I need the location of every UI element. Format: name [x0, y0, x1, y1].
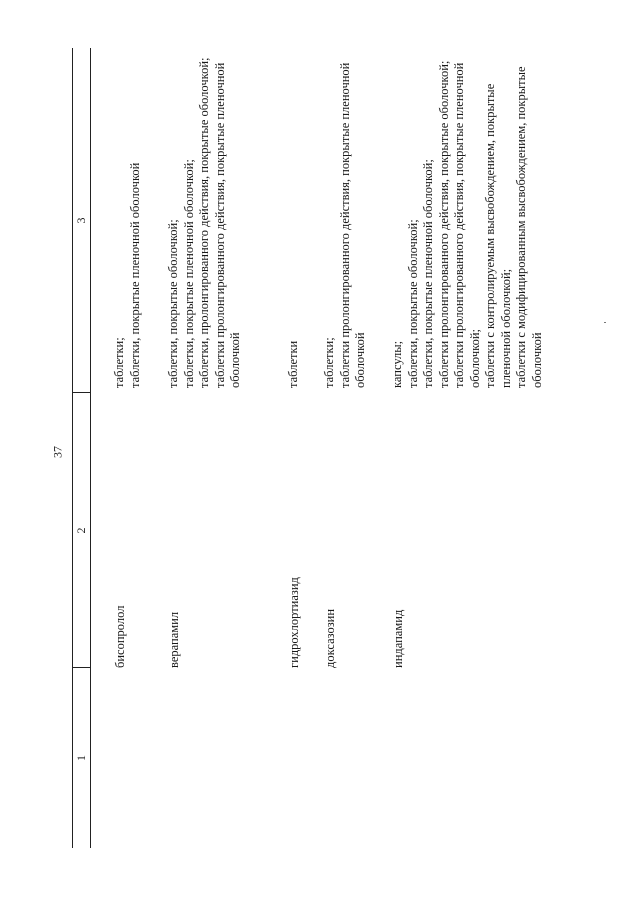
drug-name: индапамид — [391, 609, 405, 668]
column-number-1: 1 — [74, 755, 88, 761]
dosage-form-item: таблетки пролонгированного действия, покрытые оболочкой; — [436, 60, 451, 388]
dosage-form-item: таблетки, покрытые пленочной оболочкой — [127, 162, 142, 388]
drug-name: доксазозин — [323, 608, 337, 668]
dosage-form-item: таблетки, покрытые пленочной оболочкой; — [421, 159, 435, 388]
page-number: 37 — [50, 446, 65, 458]
dosage-form-item: таблетки; — [112, 337, 126, 388]
dosage-forms — [390, 48, 545, 388]
drug-name: гидрохлортиазид — [287, 577, 301, 668]
dosage-form-item: таблетки, покрытые оболочкой; — [166, 219, 180, 388]
dosage-form-item: таблетки пролонгированного действия, покрытые пленочной оболочкой — [337, 62, 367, 388]
drug-table — [72, 48, 572, 848]
dosage-form-item: таблетки с модифицированным высвобождением, покрытые оболочкой — [514, 66, 544, 388]
dosage-forms — [166, 48, 244, 388]
scan-speck — [604, 322, 606, 323]
dosage-form-item: таблетки — [286, 340, 300, 388]
dosage-forms — [286, 48, 302, 388]
column-number-2: 2 — [74, 527, 88, 534]
dosage-form-item: таблетки с контролируемым высвобождением, покрытые пленочной оболочкой; — [483, 83, 513, 388]
dosage-forms — [112, 48, 143, 388]
drug-name: бисопролол — [113, 605, 127, 668]
dosage-form-item: таблетки, покрытые оболочкой; — [405, 219, 420, 388]
column-number-3: 3 — [74, 217, 88, 224]
dosage-form-item: таблетки; — [322, 337, 336, 388]
dosage-form-item: таблетки, покрытые пленочной оболочкой; — [181, 159, 196, 388]
header-bottom-rule — [90, 48, 91, 848]
dosage-form-item: таблетки пролонгированного действия, покрытые пленочной оболочкой; — [452, 62, 482, 388]
dosage-form-item: таблетки, пролонгированного действия, покрытые оболочкой; — [197, 57, 211, 388]
drug-name: верапамил — [167, 611, 181, 668]
dosage-forms — [322, 48, 369, 388]
dosage-form-item: таблетки пролонгированного действия, покрытые пленочной оболочкой — [212, 62, 242, 388]
dosage-form-item: капсулы; — [390, 340, 404, 388]
